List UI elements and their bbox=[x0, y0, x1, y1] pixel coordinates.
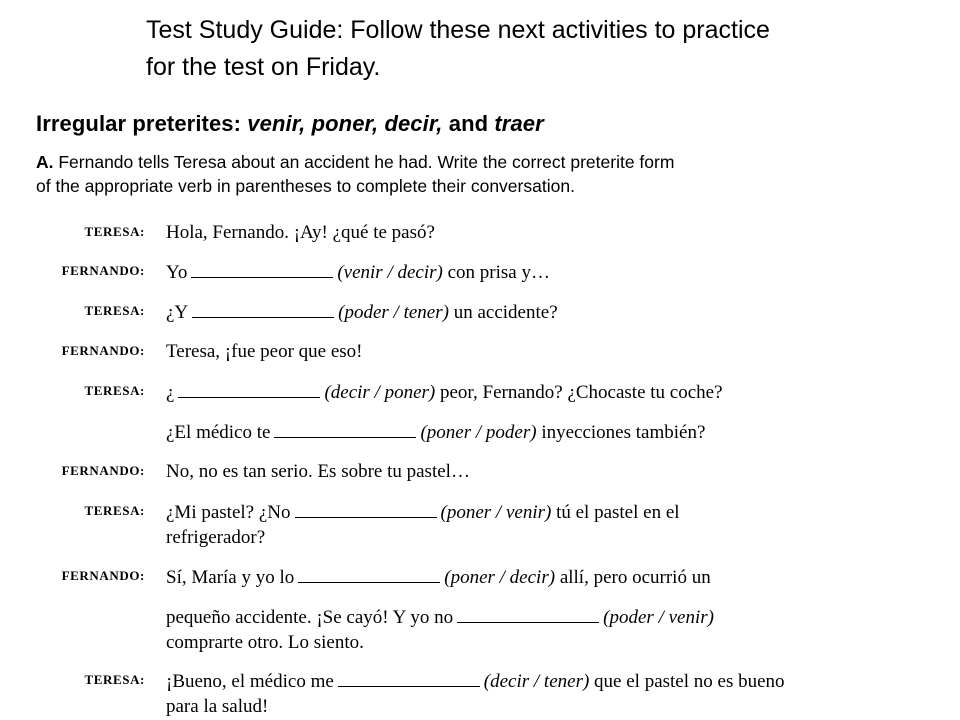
text-after-blank: peor, Fernando? ¿Chocaste tu coche? bbox=[440, 382, 723, 403]
speaker-label: TERESA: bbox=[84, 503, 145, 518]
verb-options: (poder / tener) bbox=[338, 302, 449, 323]
verb-options: (decir / tener) bbox=[483, 671, 590, 692]
title-verb-venir: venir, bbox=[247, 111, 306, 136]
speaker-label: FERNANDO: bbox=[61, 263, 145, 278]
speaker-label: TERESA: bbox=[84, 672, 145, 687]
text-before-blank: Sí, María y yo lo bbox=[166, 567, 295, 588]
verb-options: (decir / poner) bbox=[324, 382, 436, 403]
text-continuation: para la salud! bbox=[166, 696, 269, 717]
title-verb-traer: traer bbox=[494, 111, 544, 136]
answer-blank[interactable] bbox=[298, 564, 440, 583]
text-continuation: comprarte otro. Lo siento. bbox=[166, 632, 364, 653]
dialogue-text: Teresa, ¡fue peor que eso! bbox=[166, 341, 363, 362]
text-before-blank: Yo bbox=[166, 262, 188, 283]
text-before-blank: ¡Bueno, el médico me bbox=[166, 671, 334, 692]
speaker-label: TERESA: bbox=[84, 224, 145, 239]
speaker-label: TERESA: bbox=[84, 383, 145, 398]
text-after-blank: tú el pastel en el bbox=[556, 502, 680, 523]
speaker-label: TERESA: bbox=[84, 303, 145, 318]
answer-blank[interactable] bbox=[274, 419, 416, 438]
text-after-blank: allí, pero ocurrió un bbox=[559, 567, 711, 588]
dialogue-text: Hola, Fernando. ¡Ay! ¿qué te pasó? bbox=[166, 222, 435, 243]
header-line-2: for the test on Friday. bbox=[146, 53, 381, 81]
answer-blank[interactable] bbox=[457, 604, 599, 623]
title-prefix: Irregular preterites: bbox=[36, 111, 248, 136]
activity-instructions bbox=[36, 150, 896, 198]
verb-options: (poder / venir) bbox=[603, 607, 714, 628]
title-verb-decir: decir, bbox=[384, 111, 443, 136]
instructions-line-1: Fernando tells Teresa about an accident he had. Write the correct preterite form bbox=[53, 152, 675, 172]
speaker-label: FERNANDO: bbox=[61, 568, 145, 583]
speaker-label: FERNANDO: bbox=[61, 343, 145, 358]
header-line-1: Test Study Guide: Follow these next activities to practice bbox=[146, 16, 770, 44]
speaker-label: FERNANDO: bbox=[61, 463, 145, 478]
text-after-blank: un accidente? bbox=[453, 302, 558, 323]
verb-options: (poner / poder) bbox=[420, 422, 537, 443]
title-verb-poner: poner, bbox=[311, 111, 379, 136]
activity-label: A. bbox=[36, 152, 54, 172]
title-and: and bbox=[442, 111, 495, 136]
verb-options: (venir / decir) bbox=[337, 262, 443, 283]
answer-blank[interactable] bbox=[178, 379, 320, 398]
text-after-blank: con prisa y… bbox=[447, 262, 550, 283]
verb-options: (poner / venir) bbox=[440, 502, 552, 523]
instructions-line-2: of the appropriate verb in parentheses to complete their conversation. bbox=[36, 176, 575, 196]
text-before-blank: pequeño accidente. ¡Se cayó! Y yo no bbox=[166, 607, 454, 628]
verb-options: (poner / decir) bbox=[444, 567, 556, 588]
answer-blank[interactable] bbox=[191, 259, 333, 278]
text-before-blank: ¿El médico te bbox=[166, 422, 271, 443]
text-continuation: refrigerador? bbox=[166, 527, 266, 548]
dialogue-text: No, no es tan serio. Es sobre tu pastel… bbox=[166, 461, 470, 482]
text-before-blank: ¿ bbox=[166, 382, 175, 403]
text-before-blank: ¿Y bbox=[166, 302, 189, 323]
answer-blank[interactable] bbox=[295, 499, 437, 518]
text-after-blank: que el pastel no es bueno bbox=[594, 671, 785, 692]
study-guide-header bbox=[146, 12, 936, 86]
section-title bbox=[36, 111, 544, 137]
text-before-blank: ¿Mi pastel? ¿No bbox=[166, 502, 291, 523]
answer-blank[interactable] bbox=[192, 299, 334, 318]
text-after-blank: inyecciones también? bbox=[541, 422, 706, 443]
answer-blank[interactable] bbox=[338, 668, 480, 687]
